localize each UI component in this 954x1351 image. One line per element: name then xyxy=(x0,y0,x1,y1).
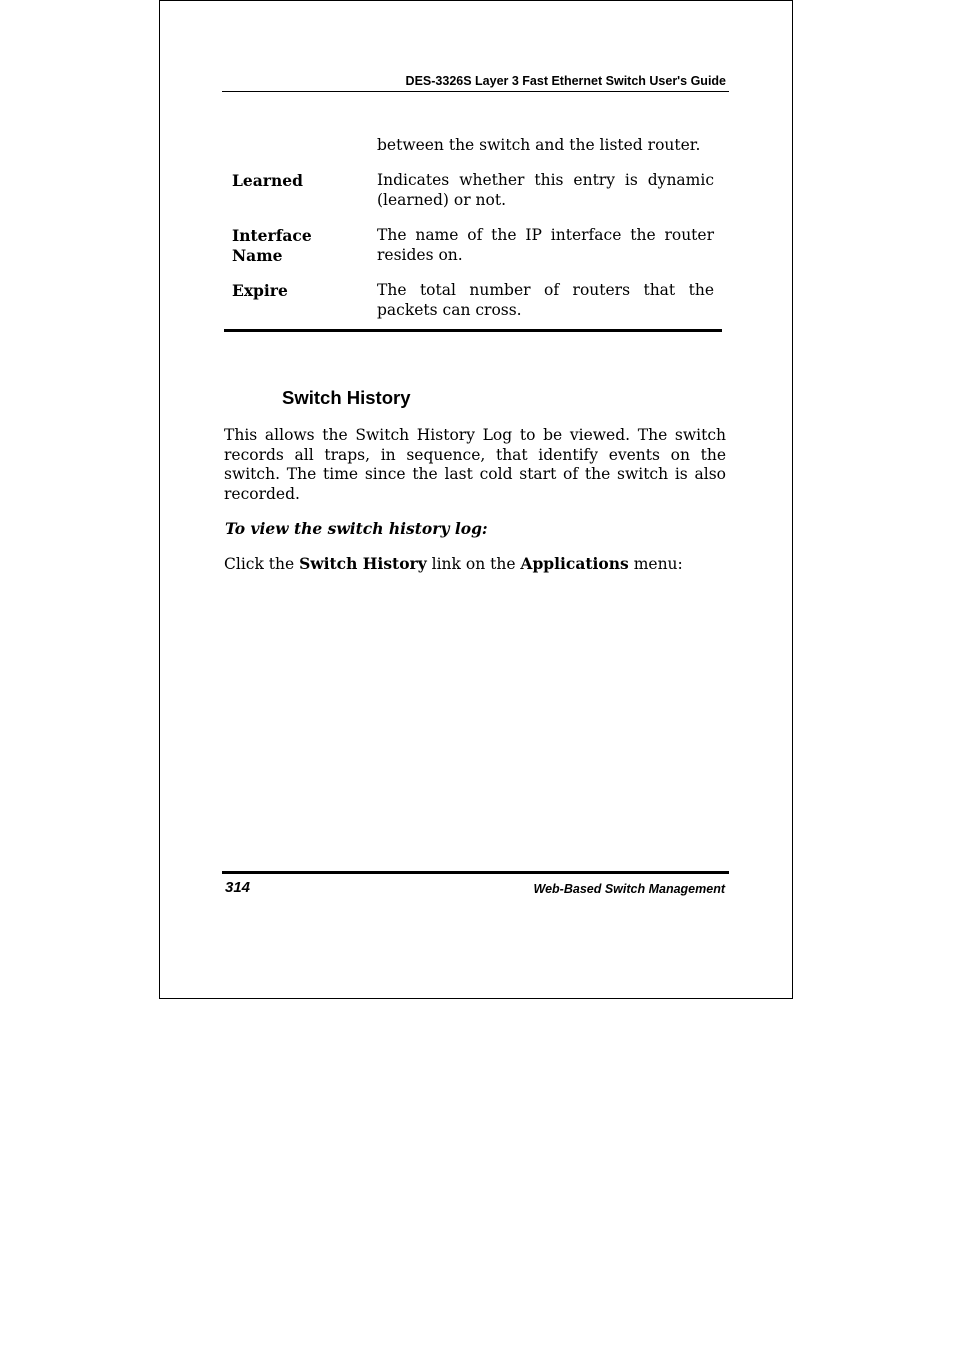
instruction-text: link on the xyxy=(426,555,521,573)
definition-term: Learned xyxy=(232,171,303,190)
definition-description: The total number of routers that the packets can cross. xyxy=(377,281,714,319)
definition-term-line: Name xyxy=(232,245,283,265)
switch-history-link-label: Switch History xyxy=(299,554,427,573)
header-rule xyxy=(222,91,729,92)
definition-description: The name of the IP interface the router resides on. xyxy=(377,226,714,264)
definition-description: Indicates whether this entry is dynamic (learned) or not. xyxy=(377,171,714,209)
page-number: 314 xyxy=(225,879,251,896)
applications-menu-label: Applications xyxy=(520,554,629,573)
instruction-text: Click the xyxy=(224,555,300,573)
definition-description: between the switch and the listed router. xyxy=(377,136,701,154)
definition-term-line: Interface xyxy=(232,226,312,245)
running-header: DES-3326S Layer 3 Fast Ethernet Switch User's Guide xyxy=(405,74,726,88)
section-heading: Switch History xyxy=(282,387,411,408)
instruction-text: menu: xyxy=(628,555,683,573)
table-bottom-rule xyxy=(224,329,722,332)
definition-term xyxy=(232,226,362,265)
footer-rule xyxy=(222,871,729,874)
procedure-lead-in: To view the switch history log: xyxy=(225,519,488,538)
definition-term: Expire xyxy=(232,281,288,300)
procedure-instruction xyxy=(224,554,683,573)
section-paragraph: This allows the Switch History Log to be viewed. The switch records all traps, in sequence, that identify events on the switch. The time since the last cold start of the switch is also recorded. xyxy=(224,426,726,503)
running-footer: Web-Based Switch Management xyxy=(533,882,725,896)
